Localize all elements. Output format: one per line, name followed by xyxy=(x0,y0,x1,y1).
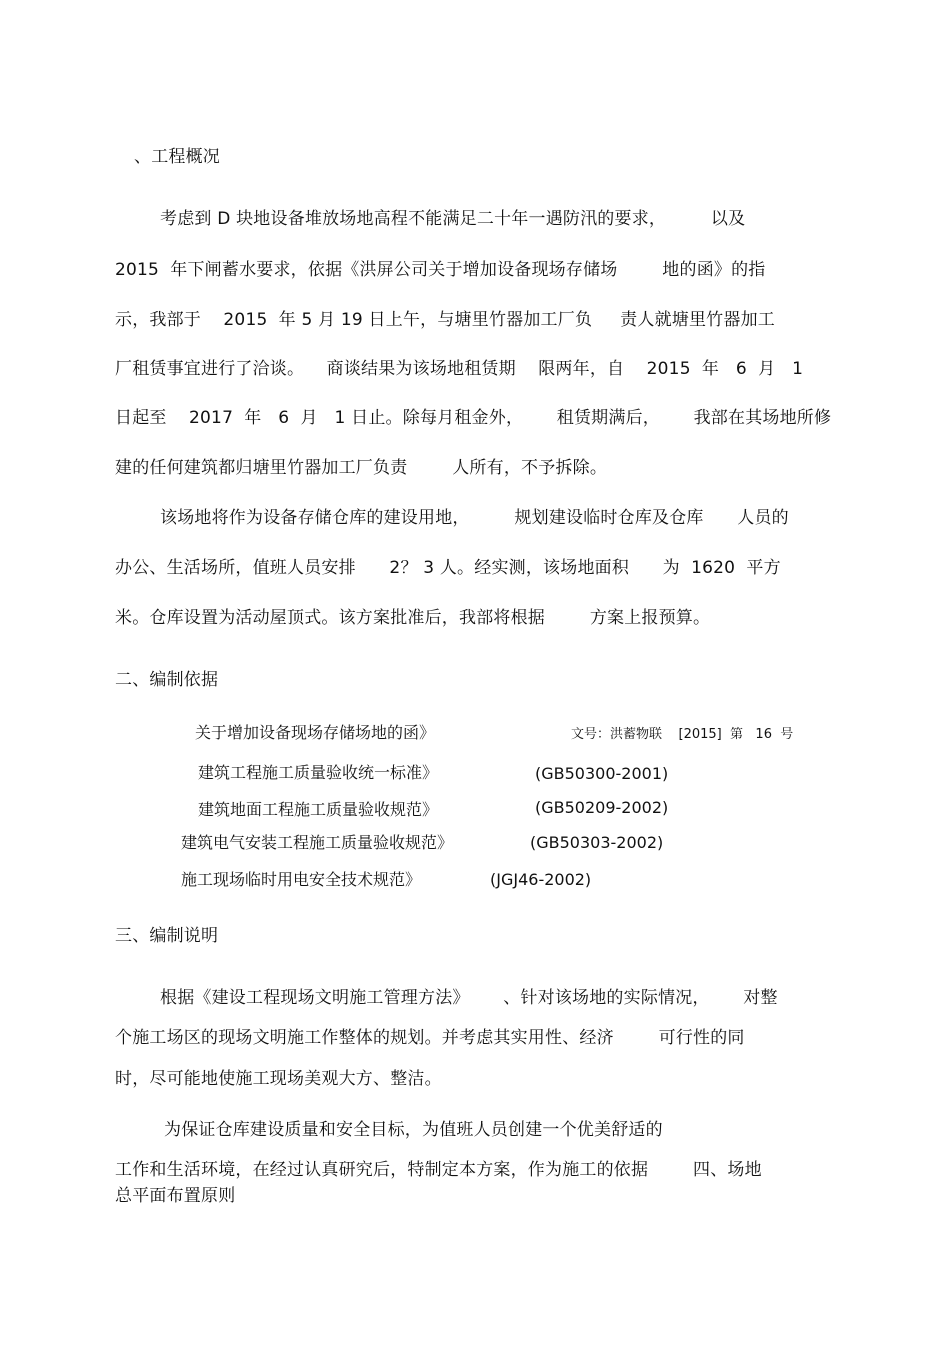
paragraph-line: 办公、生活场所，值班人员安排 2？ 3 人。经实测，该场地面积 为 1620 平方 xyxy=(115,558,781,578)
paragraph-line: 时，尽可能地使施工现场美观大方、整洁。 xyxy=(115,1069,442,1089)
paragraph-line: 2015 年下闸蓄水要求，依据《洪屏公司关于增加设备现场存储场 地的函》的指 xyxy=(115,260,766,280)
paragraph-line: 考虑到 D 块地设备堆放场地高程不能满足二十年一遇防汛的要求， 以及 xyxy=(160,209,746,229)
reference-code: (GB50300-2001) xyxy=(535,764,669,783)
section-heading-overview: 、工程概况 xyxy=(134,147,220,167)
paragraph-line: 厂租赁事宜进行了洽谈。 商谈结果为该场地租赁期 限两年，自 2015 年 6 月 1 xyxy=(115,359,804,379)
reference-code: (JGJ46-2002) xyxy=(490,870,592,889)
reference-code: (GB50303-2002) xyxy=(530,833,664,852)
reference-code: (GB50209-2002) xyxy=(535,798,669,817)
paragraph-line: 总平面布置原则 xyxy=(115,1186,236,1206)
paragraph-line: 个施工场区的现场文明施工作整体的规划。并考虑其实用性、经济 可行性的同 xyxy=(115,1028,745,1048)
paragraph-line: 日起至 2017 年 6 月 1 日止。除每月租金外， 租赁期满后， 我部在其场地所修 xyxy=(115,408,832,428)
paragraph-line: 工作和生活环境，在经过认真研究后，特制定本方案，作为施工的依据 四、场地 xyxy=(115,1160,762,1180)
section-heading-basis: 二、编制依据 xyxy=(115,670,219,690)
reference-title: 建筑工程施工质量验收统一标准》 xyxy=(198,763,439,782)
paragraph-line: 为保证仓库建设质量和安全目标，为值班人员创建一个优美舒适的 xyxy=(164,1120,663,1140)
paragraph-line: 米。仓库设置为活动屋顶式。该方案批准后，我部将根据 方案上报预算。 xyxy=(115,608,711,628)
paragraph-line: 示，我部于 2015 年 5 月 19 日上午，与塘里竹器加工厂负 责人就塘里竹器加工 xyxy=(115,310,775,330)
reference-title: 建筑地面工程施工质量验收规范》 xyxy=(198,800,439,819)
reference-code: 文号：洪蓄物联 [2015] 第 16 号 xyxy=(571,727,794,742)
reference-title: 施工现场临时用电安全技术规范》 xyxy=(181,870,422,889)
paragraph-line: 该场地将作为设备存储仓库的建设用地， 规划建设临时仓库及仓库 人员的 xyxy=(160,508,789,528)
paragraph-line: 根据《建设工程现场文明施工管理方法》 、针对该场地的实际情况， 对整 xyxy=(160,988,778,1008)
section-heading-notes: 三、编制说明 xyxy=(115,926,219,946)
paragraph-line: 建的任何建筑都归塘里竹器加工厂负责 人所有，不予拆除。 xyxy=(115,458,608,478)
reference-title: 建筑电气安装工程施工质量验收规范》 xyxy=(181,833,454,852)
reference-title: 关于增加设备现场存储场地的函》 xyxy=(195,723,436,742)
